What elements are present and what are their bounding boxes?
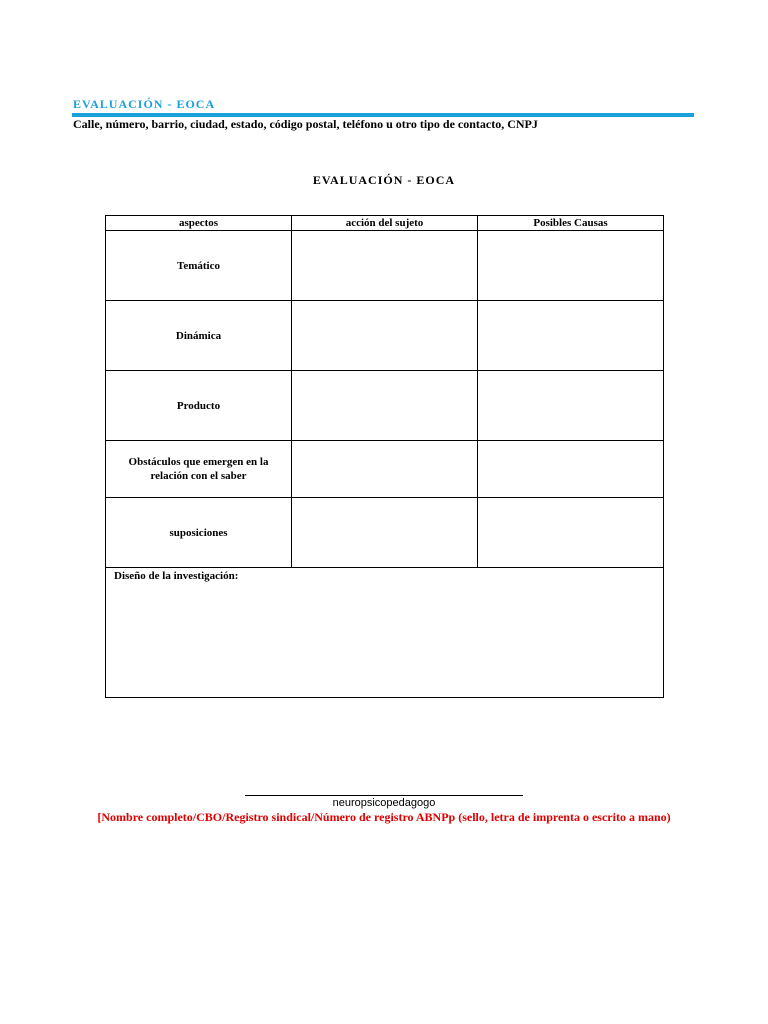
aspect-cell: Producto: [106, 371, 292, 441]
action-cell[interactable]: [292, 498, 478, 568]
header-address: Calle, número, barrio, ciudad, estado, código postal, teléfono u otro tipo de contacto, CNPJ: [73, 117, 538, 131]
document-title: EVALUACIÓN - EOCA: [312, 173, 456, 187]
evaluation-table: [105, 215, 664, 698]
causes-cell[interactable]: [478, 498, 664, 568]
causes-cell[interactable]: [478, 441, 664, 498]
table-row: [106, 231, 664, 301]
aspect-cell: Dinámica: [106, 301, 292, 371]
column-header-accion: acción del sujeto: [292, 216, 478, 231]
table-row: [106, 301, 664, 371]
causes-cell[interactable]: [478, 371, 664, 441]
action-cell[interactable]: [292, 371, 478, 441]
causes-cell[interactable]: [478, 231, 664, 301]
column-header-causas: Posibles Causas: [478, 216, 664, 231]
action-cell[interactable]: [292, 301, 478, 371]
aspect-cell: Temático: [106, 231, 292, 301]
aspect-cell: suposiciones: [106, 498, 292, 568]
table-row: [106, 441, 664, 498]
header-title: EVALUACIÓN - EOCA: [73, 97, 216, 111]
signature-line: [245, 795, 523, 796]
signature-note: [Nombre completo/CBO/Registro sindical/Número de registro ABNPp (sello, letra de imprenta o escrito a mano): [97, 810, 671, 824]
design-row: [106, 568, 664, 698]
signature-role: neuropsicopedagogo: [332, 797, 436, 809]
action-cell[interactable]: [292, 231, 478, 301]
action-cell[interactable]: [292, 441, 478, 498]
table-header-row: [106, 216, 664, 231]
aspect-cell: Obstáculos que emergen en la relación con el saber: [106, 441, 292, 498]
design-label: Diseño de la investigación:: [114, 570, 239, 582]
table-row: [106, 371, 664, 441]
causes-cell[interactable]: [478, 301, 664, 371]
design-cell[interactable]: [106, 568, 664, 698]
table-row: [106, 498, 664, 568]
column-header-aspectos: aspectos: [106, 216, 292, 231]
